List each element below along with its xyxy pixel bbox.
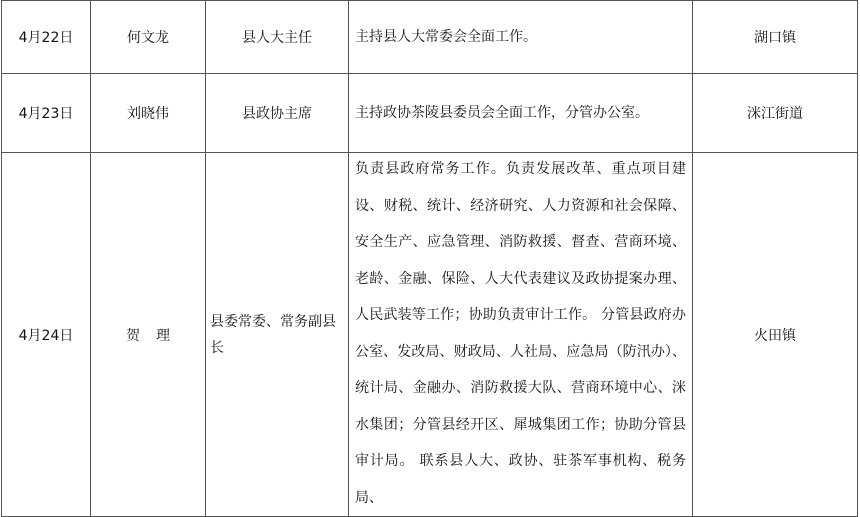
date-cell: 4月22日 (2, 1, 91, 74)
duties-text: 主持政协茶陵县委员会全面工作，分管办公室。 (355, 105, 649, 121)
table-row (2, 153, 858, 517)
town-cell: 洣江街道 (693, 74, 858, 153)
duties-cell (349, 74, 693, 153)
duties-text: 主持县人大常委会全面工作。 (355, 29, 537, 45)
town-cell: 火田镇 (693, 153, 858, 517)
table-row (2, 74, 858, 153)
title-cell: 县政协主席 (206, 74, 349, 153)
table-row (2, 1, 858, 74)
duties-text: 负责县政府常务工作。负责发展改革、重点项目建设、财税、统计、经济研究、人力资源和社会保障、安全生产、应急管理、消防救援、督查、营商环境、老龄、金融、保险、人大代表建议及政协提案办理、人民武装等工作；协助负责审计工作。 分管县政府办公室、发改局、财政局、人社局、应急局（防汛办）、统计局、金融办、消防救援大队、营商环境中心、洣水集团；分管县经开区、犀城集团工作；协助分管县审计局。 联系县人大、政协、驻茶军事机构、税务局、 (355, 161, 686, 506)
reception-schedule-table (1, 0, 858, 517)
duties-cell (349, 153, 693, 517)
title-cell (206, 153, 349, 517)
title-cell: 县人大主任 (206, 1, 349, 74)
date-cell: 4月24日 (2, 153, 91, 517)
name-text: 贺理 (126, 327, 186, 344)
duties-cell (349, 1, 693, 74)
date-cell: 4月23日 (2, 74, 91, 153)
town-cell: 湖口镇 (693, 1, 858, 74)
name-cell: 何文龙 (91, 1, 206, 74)
name-cell (91, 153, 206, 517)
name-cell: 刘晓伟 (91, 74, 206, 153)
title-text: 县委常委、常务副县长 (210, 313, 336, 356)
